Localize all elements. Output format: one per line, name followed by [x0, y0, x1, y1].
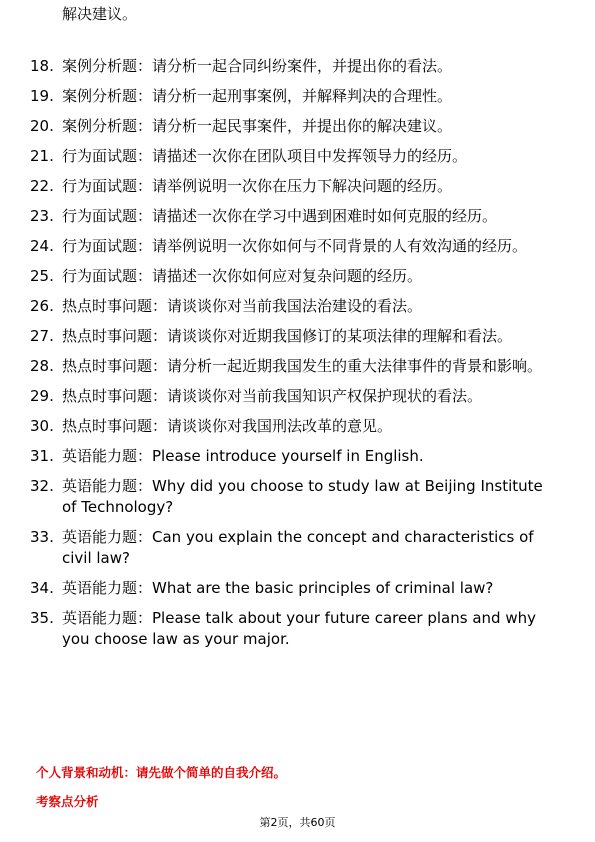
item-text: 案例分析题：请分析一起民事案件，并提出你的解决建议。 — [62, 117, 453, 135]
item-text: 案例分析题：请分析一起刑事案例，并解释判决的合理性。 — [62, 87, 453, 105]
list-item — [30, 296, 557, 317]
item-number: 21. — [30, 147, 54, 165]
item-text: 热点时事问题：请分析一起近期我国发生的重大法律事件的背景和影响。 — [62, 357, 543, 375]
item-text: 行为面试题：请举例说明一次你如何与不同背景的人有效沟通的经历。 — [62, 237, 528, 255]
item-text: 英语能力题：Please introduce yourself in English. — [62, 447, 424, 465]
item-text: 热点时事问题：请谈谈你对当前我国知识产权保护现状的看法。 — [62, 387, 483, 405]
item-number: 24. — [30, 237, 54, 255]
item-number: 33. — [30, 528, 54, 546]
section-heading: 个人背景和动机：请先做个简单的自我介绍。 — [36, 765, 287, 780]
item-number: 34. — [30, 579, 54, 597]
item-text: 英语能力题：Can you explain the concept and characteristics of civil law? — [62, 528, 534, 567]
list-item — [30, 206, 557, 227]
list-item — [30, 578, 557, 599]
item-text: 热点时事问题：请谈谈你对我国刑法改革的意见。 — [62, 417, 393, 435]
list-item — [30, 56, 557, 77]
list-item — [30, 116, 557, 137]
list-item — [30, 386, 557, 407]
item-number: 26. — [30, 297, 54, 315]
list-item — [30, 326, 557, 347]
item-number: 35. — [30, 609, 54, 627]
item-text: 行为面试题：请举例说明一次你在压力下解决问题的经历。 — [62, 177, 453, 195]
list-item — [30, 86, 557, 107]
item-number: 28. — [30, 357, 54, 375]
item-text: 英语能力题：Please talk about your future career plans and why you choose law as your major. — [62, 609, 536, 648]
list-item — [30, 476, 557, 518]
item-number: 32. — [30, 477, 54, 495]
item-number: 29. — [30, 387, 54, 405]
list-item — [30, 266, 557, 287]
item-number: 20. — [30, 117, 54, 135]
sub-heading: 考察点分析 — [36, 794, 99, 809]
item-number: 25. — [30, 267, 54, 285]
item-number: 18. — [30, 57, 54, 75]
item-number: 23. — [30, 207, 54, 225]
list-item — [30, 146, 557, 167]
list-item — [30, 416, 557, 437]
question-list — [30, 56, 557, 659]
item-number: 27. — [30, 327, 54, 345]
list-item — [30, 608, 557, 650]
list-item — [30, 446, 557, 467]
item-text: 热点时事问题：请谈谈你对当前我国法治建设的看法。 — [62, 297, 423, 315]
item-text: 热点时事问题：请谈谈你对近期我国修订的某项法律的理解和看法。 — [62, 327, 513, 345]
list-item — [30, 236, 557, 257]
item-number: 30. — [30, 417, 54, 435]
continuation-text: 解决建议。 — [62, 5, 138, 23]
item-text: 案例分析题：请分析一起合同纠纷案件，并提出你的看法。 — [62, 57, 453, 75]
item-text: 行为面试题：请描述一次你在团队项目中发挥领导力的经历。 — [62, 147, 468, 165]
item-text: 行为面试题：请描述一次你如何应对复杂问题的经历。 — [62, 267, 423, 285]
list-item — [30, 176, 557, 197]
item-number: 31. — [30, 447, 54, 465]
item-number: 22. — [30, 177, 54, 195]
item-number: 19. — [30, 87, 54, 105]
page-footer: 第2页，共60页 — [259, 816, 336, 829]
item-text: 英语能力题：Why did you choose to study law at Beijing Institute of Technology? — [62, 477, 543, 516]
list-item — [30, 356, 557, 377]
list-item — [30, 527, 557, 569]
item-text: 英语能力题：What are the basic principles of criminal law? — [62, 579, 494, 597]
item-text: 行为面试题：请描述一次你在学习中遇到困难时如何克服的经历。 — [62, 207, 498, 225]
